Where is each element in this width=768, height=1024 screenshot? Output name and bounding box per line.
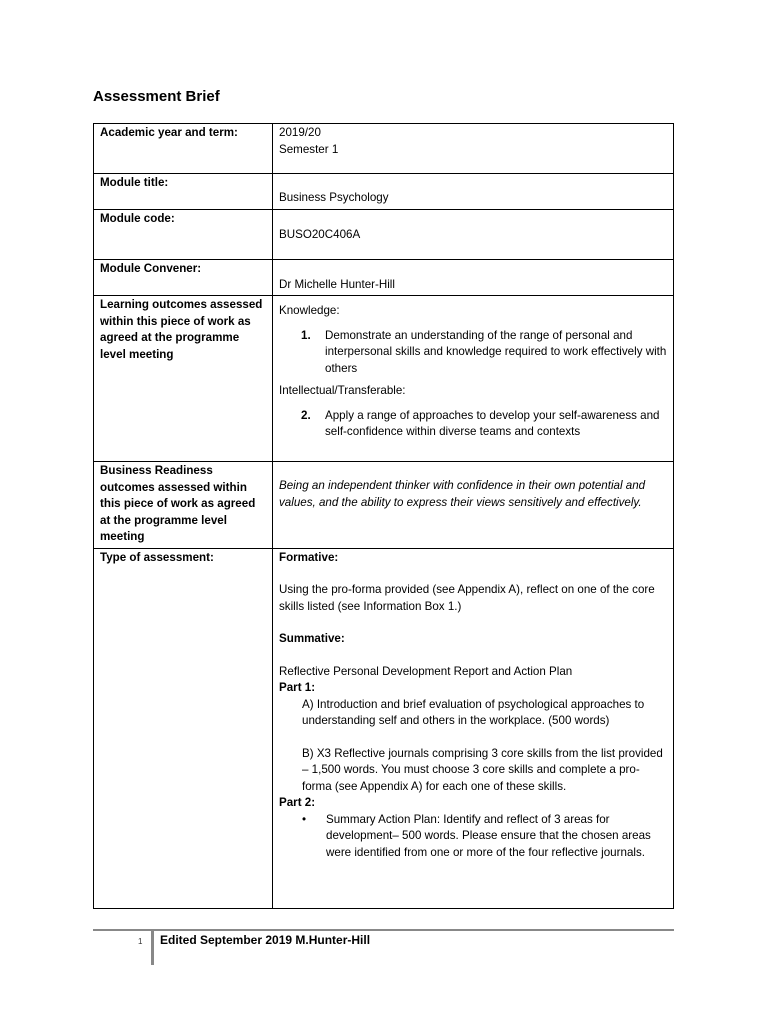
business-readiness-text: Being an independent thinker with confidence in their own potential and values, and the ability to express their views sensitively and effectively.	[279, 479, 646, 509]
part1-b: B) X3 Reflective journals comprising 3 core skills from the list provided – 1,500 words. You must choose 3 core skills and complete a pro-forma (see Appendix A) for each one of these skills.	[302, 746, 663, 793]
report-title: Reflective Personal Development Report and Action Plan	[279, 664, 573, 678]
semester-line: Semester 1	[279, 142, 339, 156]
bullet-icon: •	[302, 812, 307, 826]
module-convener-value	[273, 259, 674, 296]
part2-bullet-text: Summary Action Plan: Identify and reflect of 3 areas for development– 500 words. Please ensure that the chosen areas were identified from one or more of the four reflective journals.	[326, 812, 651, 859]
formative-text: Using the pro-forma provided (see Appendix A), reflect on one of the core skills listed (see Information Box 1.)	[279, 583, 655, 613]
footer-divider	[93, 929, 674, 931]
learning-outcome-item	[279, 408, 667, 441]
module-code-value	[273, 209, 674, 259]
item-number: 1.	[301, 328, 311, 342]
summative-heading: Summative:	[279, 632, 345, 645]
footer-text: Edited September 2019 M.Hunter-Hill	[160, 933, 371, 947]
table-row	[94, 124, 674, 174]
learning-outcome-item	[279, 328, 667, 378]
module-title-text: Business Psychology	[279, 191, 389, 204]
assessment-table	[93, 123, 674, 909]
learning-outcomes-value	[273, 296, 674, 462]
business-readiness-value	[273, 462, 674, 549]
table-row	[94, 296, 674, 462]
table-row	[94, 174, 674, 210]
part1-a: A) Introduction and brief evaluation of psychological approaches to understanding self and others in the workplace. (500 words)	[302, 697, 645, 727]
module-title-label: Module title:	[94, 174, 273, 210]
learning-outcomes-label: Learning outcomes assessed within this piece of work as agreed at the programme level meeting	[94, 296, 273, 462]
academic-year-label: Academic year and term:	[94, 124, 273, 174]
assessment-type-label: Type of assessment:	[94, 548, 273, 908]
module-title-value	[273, 174, 674, 210]
module-convener-label: Module Convener:	[94, 259, 273, 296]
table-row	[94, 259, 674, 296]
item-text: Demonstrate an understanding of the range of personal and interpersonal skills and knowledge required to work effectively with others	[325, 328, 667, 375]
item-text: Apply a range of approaches to develop your self-awareness and self-confidence within diverse teams and contexts	[325, 408, 660, 438]
page-title: Assessment Brief	[93, 88, 220, 105]
part1-heading: Part 1:	[279, 681, 316, 694]
table-row	[94, 462, 674, 549]
academic-year-line: 2019/20	[279, 126, 321, 139]
assessment-type-value	[273, 548, 674, 908]
formative-heading: Formative:	[279, 550, 339, 564]
knowledge-heading: Knowledge:	[279, 304, 340, 317]
module-code-label: Module code:	[94, 209, 273, 259]
intellectual-heading: Intellectual/Transferable:	[279, 384, 406, 397]
module-convener-text: Dr Michelle Hunter-Hill	[279, 277, 395, 291]
module-code-text: BUSO20C406A	[279, 227, 361, 241]
table-row	[94, 548, 674, 908]
part2-heading: Part 2:	[279, 796, 316, 809]
footer-vertical-bar	[151, 931, 154, 965]
table-row	[94, 209, 674, 259]
page-number: 1	[138, 937, 143, 946]
business-readiness-label: Business Readiness outcomes assessed within this piece of work as agreed at the programme level meeting	[94, 462, 273, 549]
list-item	[279, 812, 667, 862]
academic-year-value	[273, 124, 674, 174]
item-number: 2.	[301, 408, 311, 422]
